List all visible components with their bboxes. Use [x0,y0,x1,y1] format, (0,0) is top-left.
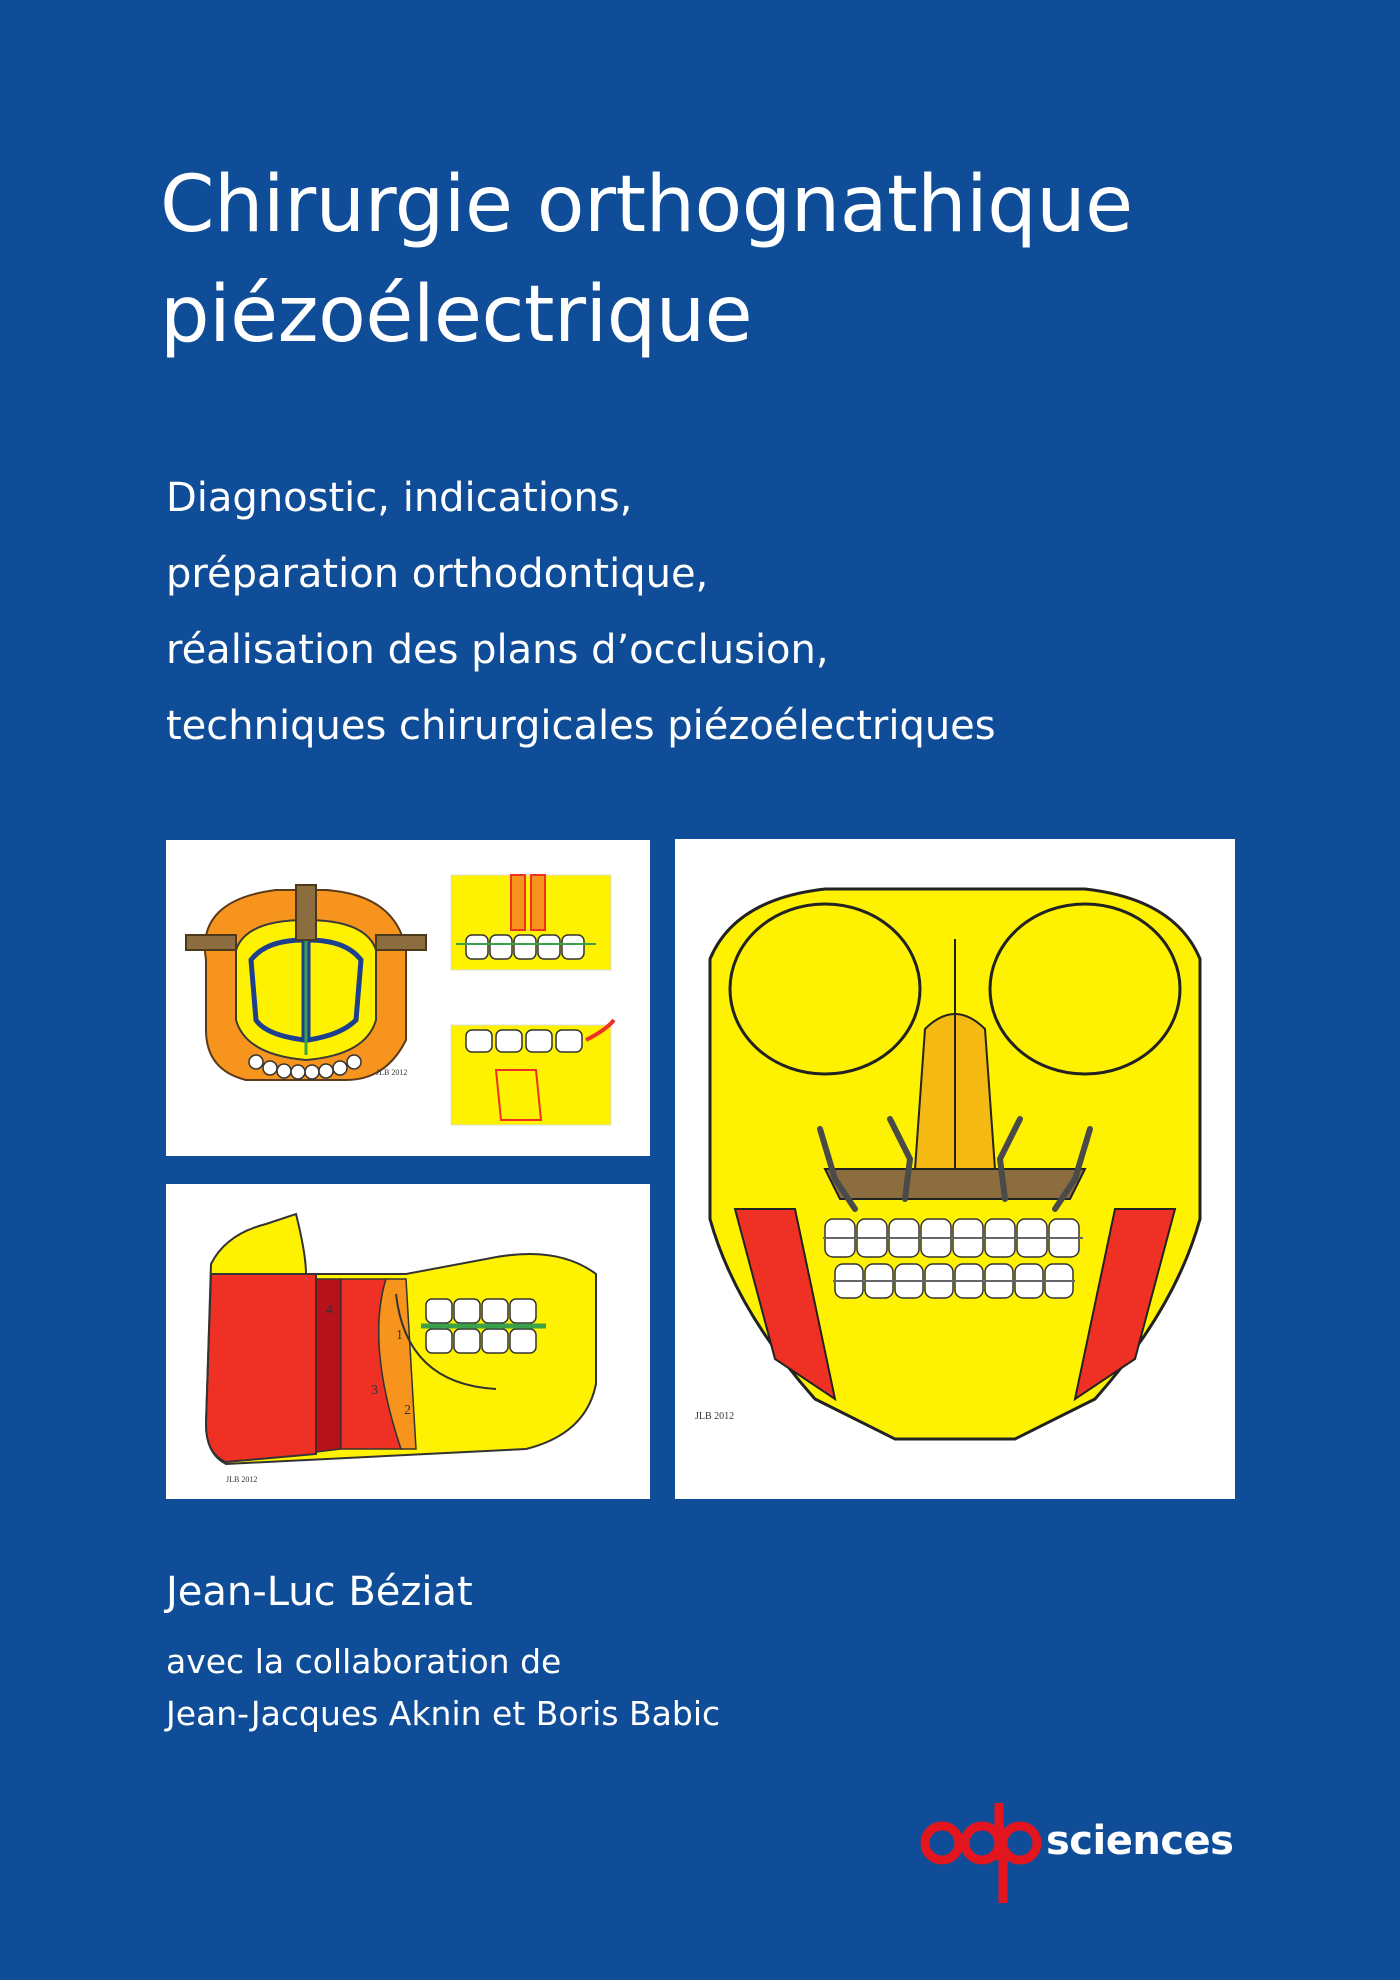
subtitle-line-1: Diagnostic, indications, [166,475,633,521]
publisher-logo [920,1798,1240,1908]
collab-line-1: avec la collaboration de [166,1642,562,1681]
subtitle-line-2: préparation orthodontique, [166,551,709,597]
subtitle-line-4: techniques chirurgicales piézoélectriques [166,703,996,749]
author-name: Jean-Luc Béziat [166,1569,473,1615]
illustration-mandible-zones [166,1184,650,1499]
book-title [160,150,1280,370]
edp-logo-icon [920,1798,1050,1908]
illustration-skull-frontal [675,839,1235,1499]
book-subtitle [166,460,1266,764]
mandible-zones-drawing [166,1184,650,1499]
zone-label-2: 2 [404,1403,411,1418]
collaborators [166,1636,720,1740]
zone-label-3: 3 [371,1383,378,1398]
signature-a: JLB 2012 [376,1068,408,1077]
title-line-1: Chirurgie orthognathique [160,160,1133,250]
zone-label-4: 4 [326,1303,333,1318]
subtitle-line-3: réalisation des plans d’occlusion, [166,627,829,673]
illustration-maxilla-occlusal [166,840,650,1156]
title-line-2: piézoélectrique [160,270,753,360]
skull-drawing [675,839,1235,1499]
zone-label-1: 1 [396,1328,403,1343]
collab-line-2: Jean-Jacques Aknin et Boris Babic [166,1694,721,1733]
publisher-word: sciences [1046,1818,1234,1864]
signature-c: JLB 2012 [695,1411,735,1422]
maxilla-drawing [166,840,650,1156]
signature-b: JLB 2012 [226,1475,258,1484]
